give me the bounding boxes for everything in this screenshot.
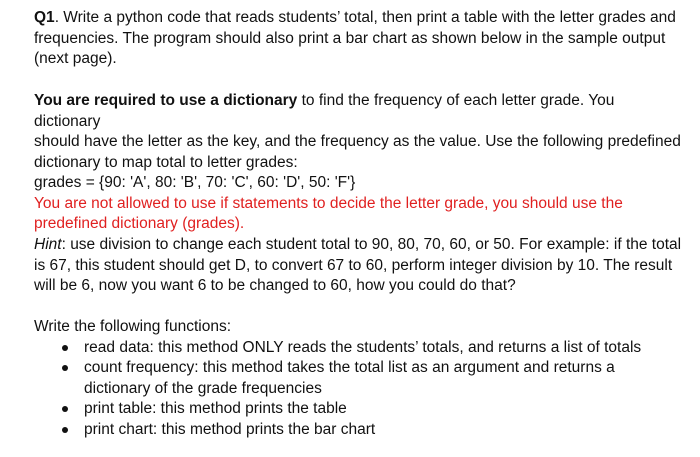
list-item: count frequency: this method takes the total list as an argument and returns a dictionary of the grade frequencies — [34, 358, 684, 399]
requirement-line-2: should have the letter as the key, and the frequency as the value. Use the following predefined — [34, 133, 681, 150]
bullet-icon — [62, 345, 68, 351]
restriction-line-2: predefined dictionary (grades). — [34, 215, 245, 232]
bullet-icon — [62, 427, 68, 433]
question-label: Q1 — [34, 9, 55, 26]
question-line-2: frequencies. The program should also print a bar chart as shown below in the sample output — [34, 29, 666, 47]
list-item: print table: this method prints the table — [34, 399, 684, 420]
hint-line-3: will be 6, now you want 6 to be changed to 60, how you could do that? — [34, 277, 516, 294]
hint-line-1: Hint: use division to change each student total to 90, 80, 70, 60, or 50. For example: if the total — [34, 236, 682, 253]
question-paragraph — [34, 8, 684, 70]
requirement-paragraph — [34, 91, 684, 235]
hint-paragraph — [34, 235, 684, 297]
hint-label: Hint — [34, 236, 62, 253]
bullet-icon — [62, 365, 68, 371]
bullet-icon — [62, 406, 68, 412]
list-item: read data: this method ONLY reads the students’ totals, and returns a list of totals — [34, 338, 684, 359]
requirement-bold: You are required to use a dictionary — [34, 92, 298, 109]
functions-intro: Write the following functions: — [34, 318, 232, 335]
question-line-1: Q1. Write a python code that reads students’ total, then print a table with the letter grades and — [34, 9, 676, 26]
question-line-3: (next page). — [34, 50, 117, 67]
restriction-line-1: You are not allowed to use if statements to decide the letter grade, you should use the — [34, 194, 623, 212]
requirement-line-1: You are required to use a dictionary to find the frequency of each letter grade. You dictionary — [34, 92, 615, 130]
list-item: print chart: this method prints the bar chart — [34, 420, 684, 441]
grades-dictionary-code: grades = {90: 'A', 80: 'B', 70: 'C', 60: 'D', 50: 'F'} — [34, 174, 356, 191]
functions-list — [34, 338, 684, 441]
hint-line-2: is 67, this student should get D, to convert 67 to 60, perform integer division by 10. The result — [34, 256, 673, 274]
requirement-line-3: dictionary to map total to letter grades: — [34, 153, 298, 171]
functions-section — [34, 317, 684, 440]
